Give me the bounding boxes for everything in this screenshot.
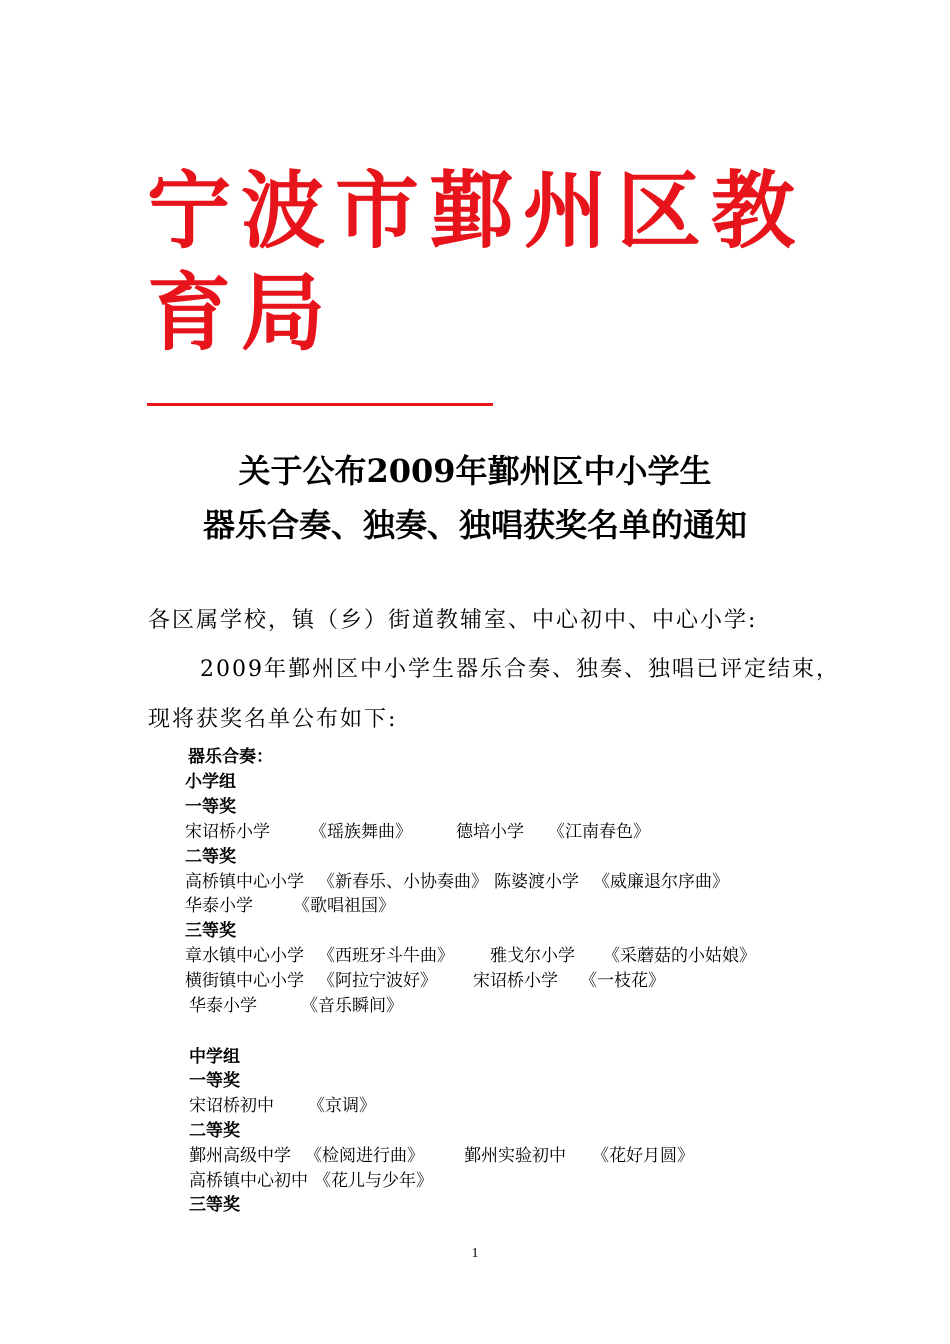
award-entry (189, 1166, 433, 1191)
school-name: 鄞州高级中学 (189, 1146, 291, 1166)
notice-title-line-1: 关于公布2009年鄞州区中小学生 (238, 452, 712, 490)
work-title: 《江南春色》 (548, 822, 650, 842)
award-entry (189, 991, 403, 1016)
work-title: 《西班牙斗牛曲》 (318, 946, 454, 966)
school-name: 高桥镇中心小学 (185, 872, 304, 892)
prize-heading-first: 一等奖 (189, 1071, 240, 1091)
school-name: 陈婆渡小学 (494, 872, 579, 892)
work-title: 《花好月圆》 (592, 1146, 694, 1166)
award-entry (189, 1091, 376, 1116)
section-heading: 器乐合奏： (188, 747, 273, 767)
school-name: 华泰小学 (189, 996, 257, 1016)
prize-heading-first: 一等奖 (185, 797, 236, 817)
school-name: 横街镇中心小学 (185, 971, 304, 991)
school-name: 高桥镇中心初中 (189, 1171, 308, 1191)
school-name: 德培小学 (456, 822, 524, 842)
masthead (147, 160, 847, 364)
school-name: 鄞州实验初中 (464, 1146, 566, 1166)
school-name: 宋诏桥初中 (189, 1096, 274, 1116)
red-divider (147, 403, 493, 406)
award-entry (185, 941, 756, 966)
award-entry (189, 1141, 694, 1166)
work-title: 《阿拉宁波好》 (318, 971, 437, 991)
work-title: 《花儿与少年》 (314, 1171, 433, 1191)
work-title: 《采蘑菇的小姑娘》 (603, 946, 756, 966)
work-title: 《新春乐、小协奏曲》 (318, 872, 488, 892)
prize-heading-third: 三等奖 (185, 921, 236, 941)
work-title: 《检阅进行曲》 (305, 1146, 424, 1166)
page-number: 1 (471, 1246, 479, 1261)
award-entry (185, 867, 729, 892)
prize-heading-second: 二等奖 (185, 847, 236, 867)
school-name: 华泰小学 (185, 896, 253, 916)
work-title: 《一枝花》 (580, 971, 665, 991)
work-title: 《音乐瞬间》 (301, 996, 403, 1016)
work-title: 《歌唱祖国》 (293, 896, 395, 916)
work-title: 《京调》 (308, 1096, 376, 1116)
group-heading-primary: 小学组 (185, 772, 236, 792)
group-heading-middle: 中学组 (189, 1047, 240, 1067)
paragraph-line-1: 2009年鄞州区中小学生器乐合奏、独奏、独唱已评定结束， (200, 657, 840, 682)
salutation: 各区属学校，镇（乡）街道教辅室、中心初中、中心小学: (148, 608, 758, 633)
award-entry (185, 891, 395, 916)
work-title: 《威廉退尔序曲》 (593, 872, 729, 892)
prize-heading-third: 三等奖 (189, 1195, 240, 1215)
school-name: 宋诏桥小学 (185, 822, 270, 842)
school-name: 雅戈尔小学 (490, 946, 575, 966)
award-entry (185, 817, 650, 842)
school-name: 章水镇中心小学 (185, 946, 304, 966)
notice-title-line-2: 器乐合奏、独奏、独唱获奖名单的通知 (202, 506, 747, 544)
work-title: 《瑶族舞曲》 (310, 822, 412, 842)
prize-heading-second: 二等奖 (189, 1121, 240, 1141)
paragraph-line-2: 现将获奖名单公布如下: (148, 707, 398, 732)
school-name: 宋诏桥小学 (473, 971, 558, 991)
award-entry (185, 966, 665, 991)
masthead-line-1: 宁波市鄞州区教 (147, 161, 806, 260)
masthead-line-2: 育局 (147, 263, 336, 362)
